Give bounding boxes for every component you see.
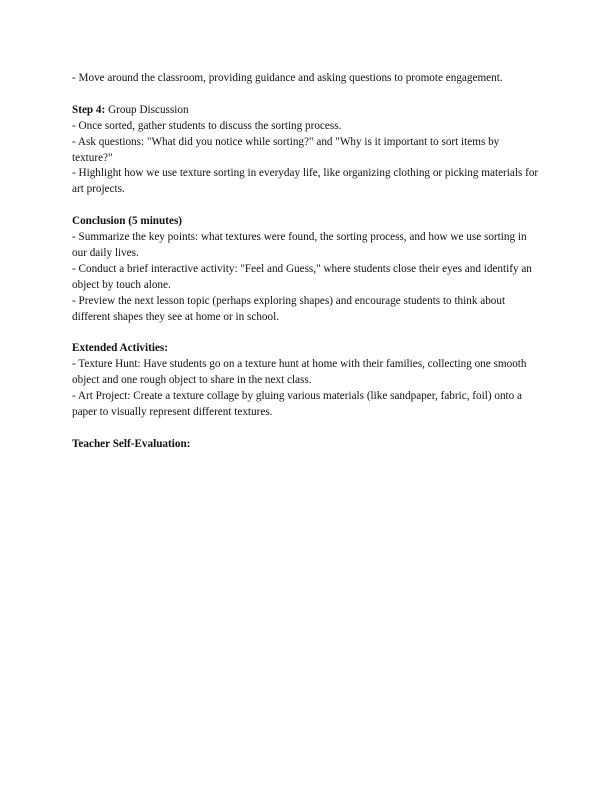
conclusion-line: - Conduct a brief interactive activity: "Feel and Guess," where students close their eyes and identify an object by touch alone. bbox=[72, 262, 532, 291]
document-page bbox=[72, 71, 542, 469]
conclusion-line: - Summarize the key points: what textures were found, the sorting process, and how we use sorting in our daily lives. bbox=[72, 231, 527, 259]
step4-line: - Highlight how we use texture sorting in everyday life, like organizing clothing or picking materials for art projects. bbox=[72, 167, 539, 196]
step4-title: Group Discussion bbox=[105, 103, 189, 116]
step4-line: - Once sorted, gather students to discuss the sorting process. bbox=[72, 119, 342, 132]
extended-activities-heading: Extended Activities: bbox=[72, 342, 169, 355]
step4-label: Step 4: bbox=[72, 103, 106, 116]
intro-line: - Move around the classroom, providing guidance and asking questions to promote engagement. bbox=[72, 72, 503, 84]
extended-activity-line: - Art Project: Create a texture collage by gluing various materials (like sandpaper, fabric, foil) onto a paper to visually represent different textures. bbox=[72, 390, 523, 418]
step4-line: - Ask questions: "What did you notice while sorting?" and "Why is it important to sort items by texture?" bbox=[72, 135, 500, 164]
extended-activities-section bbox=[72, 341, 542, 421]
conclusion-heading: Conclusion (5 minutes) bbox=[72, 215, 183, 228]
conclusion-section bbox=[72, 214, 542, 325]
step4-section bbox=[72, 103, 542, 198]
extended-activity-line: - Texture Hunt: Have students go on a texture hunt at home with their families, collecting one smooth object and one rough object to share in the next class. bbox=[72, 358, 527, 387]
step4-heading bbox=[72, 103, 542, 119]
self-evaluation-section bbox=[72, 437, 542, 453]
intro-section bbox=[72, 71, 542, 87]
conclusion-line: - Preview the next lesson topic (perhaps exploring shapes) and encourage students to think about different shapes they see at home or in school. bbox=[72, 294, 506, 323]
self-evaluation-heading: Teacher Self-Evaluation: bbox=[72, 437, 191, 450]
